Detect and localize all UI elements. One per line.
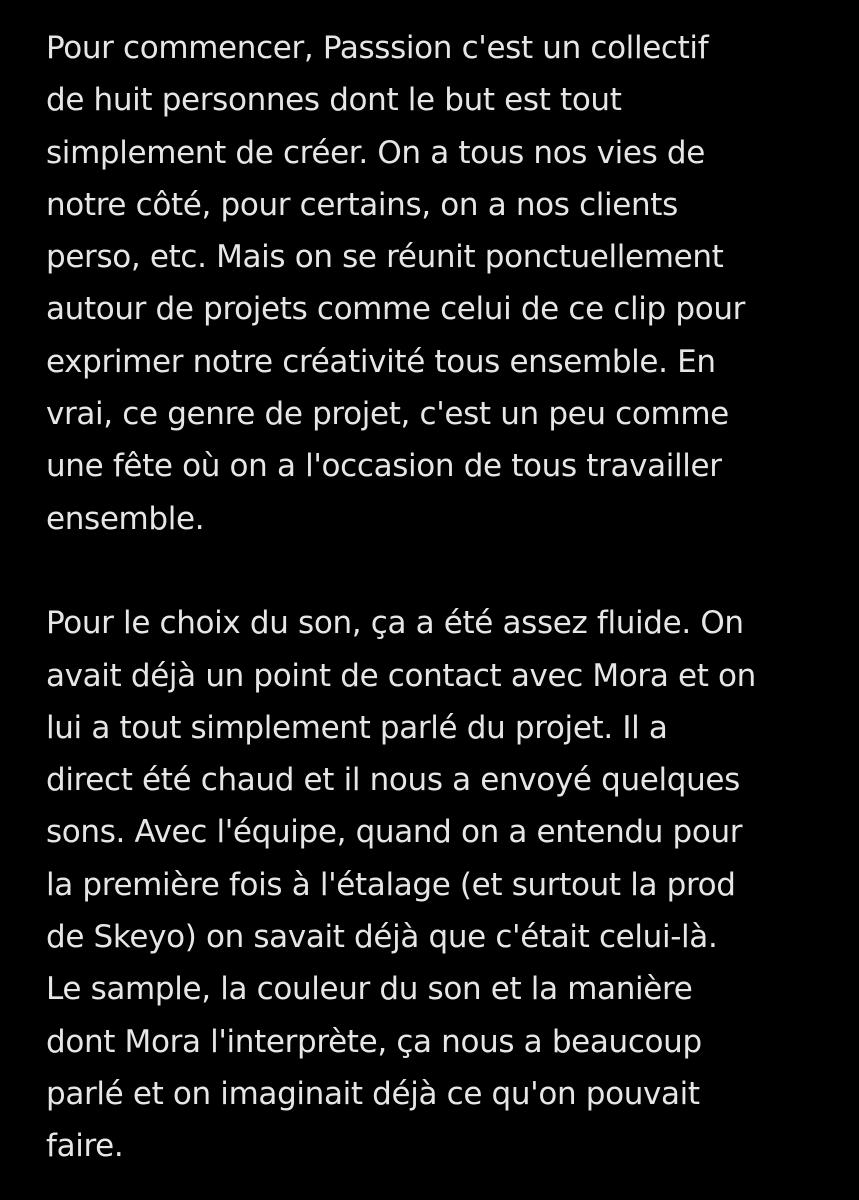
text-line: dont Mora l'interprète, ça nous a beaucoup	[46, 1023, 702, 1060]
text-line: Le sample, la couleur du son et la manière	[46, 971, 693, 1008]
text-line: perso, etc. Mais on se réunit ponctuellement	[46, 239, 724, 276]
text-line: faire.	[46, 1128, 124, 1165]
text-line: exprimer notre créativité tous ensemble. En	[46, 343, 716, 380]
paragraph-passsion-collective	[46, 22, 846, 545]
text-line: sons. Avec l'équipe, quand on a entendu pour	[46, 814, 743, 851]
text-line: une fête où on a l'occasion de tous travailler	[46, 448, 722, 485]
text-line: autour de projets comme celui de ce clip pour	[46, 291, 746, 328]
paragraph-gap	[46, 545, 846, 597]
text-line: notre côté, pour certains, on a nos clients	[46, 186, 678, 223]
text-line: parlé et on imaginait déjà ce qu'on pouvait	[46, 1075, 700, 1112]
note-text	[46, 22, 846, 1173]
text-line: direct été chaud et il nous a envoyé quelques	[46, 762, 740, 799]
text-line: ensemble.	[46, 500, 205, 537]
text-line: Pour commencer, Passsion c'est un collectif	[46, 30, 709, 66]
text-line: vrai, ce genre de projet, c'est un peu comme	[46, 396, 729, 433]
paragraph-song-choice	[46, 597, 846, 1172]
text-line: lui a tout simplement parlé du projet. Il a	[46, 709, 668, 746]
text-line: de huit personnes dont le but est tout	[46, 82, 622, 119]
text-line: avait déjà un point de contact avec Mora et on	[46, 657, 756, 694]
text-line: de Skeyo) on savait déjà que c'était celui-là.	[46, 919, 718, 956]
text-line: la première fois à l'étalage (et surtout la prod	[46, 866, 736, 903]
text-line: Pour le choix du son, ça a été assez fluide. On	[46, 605, 744, 642]
text-line: simplement de créer. On a tous nos vies de	[46, 134, 705, 171]
